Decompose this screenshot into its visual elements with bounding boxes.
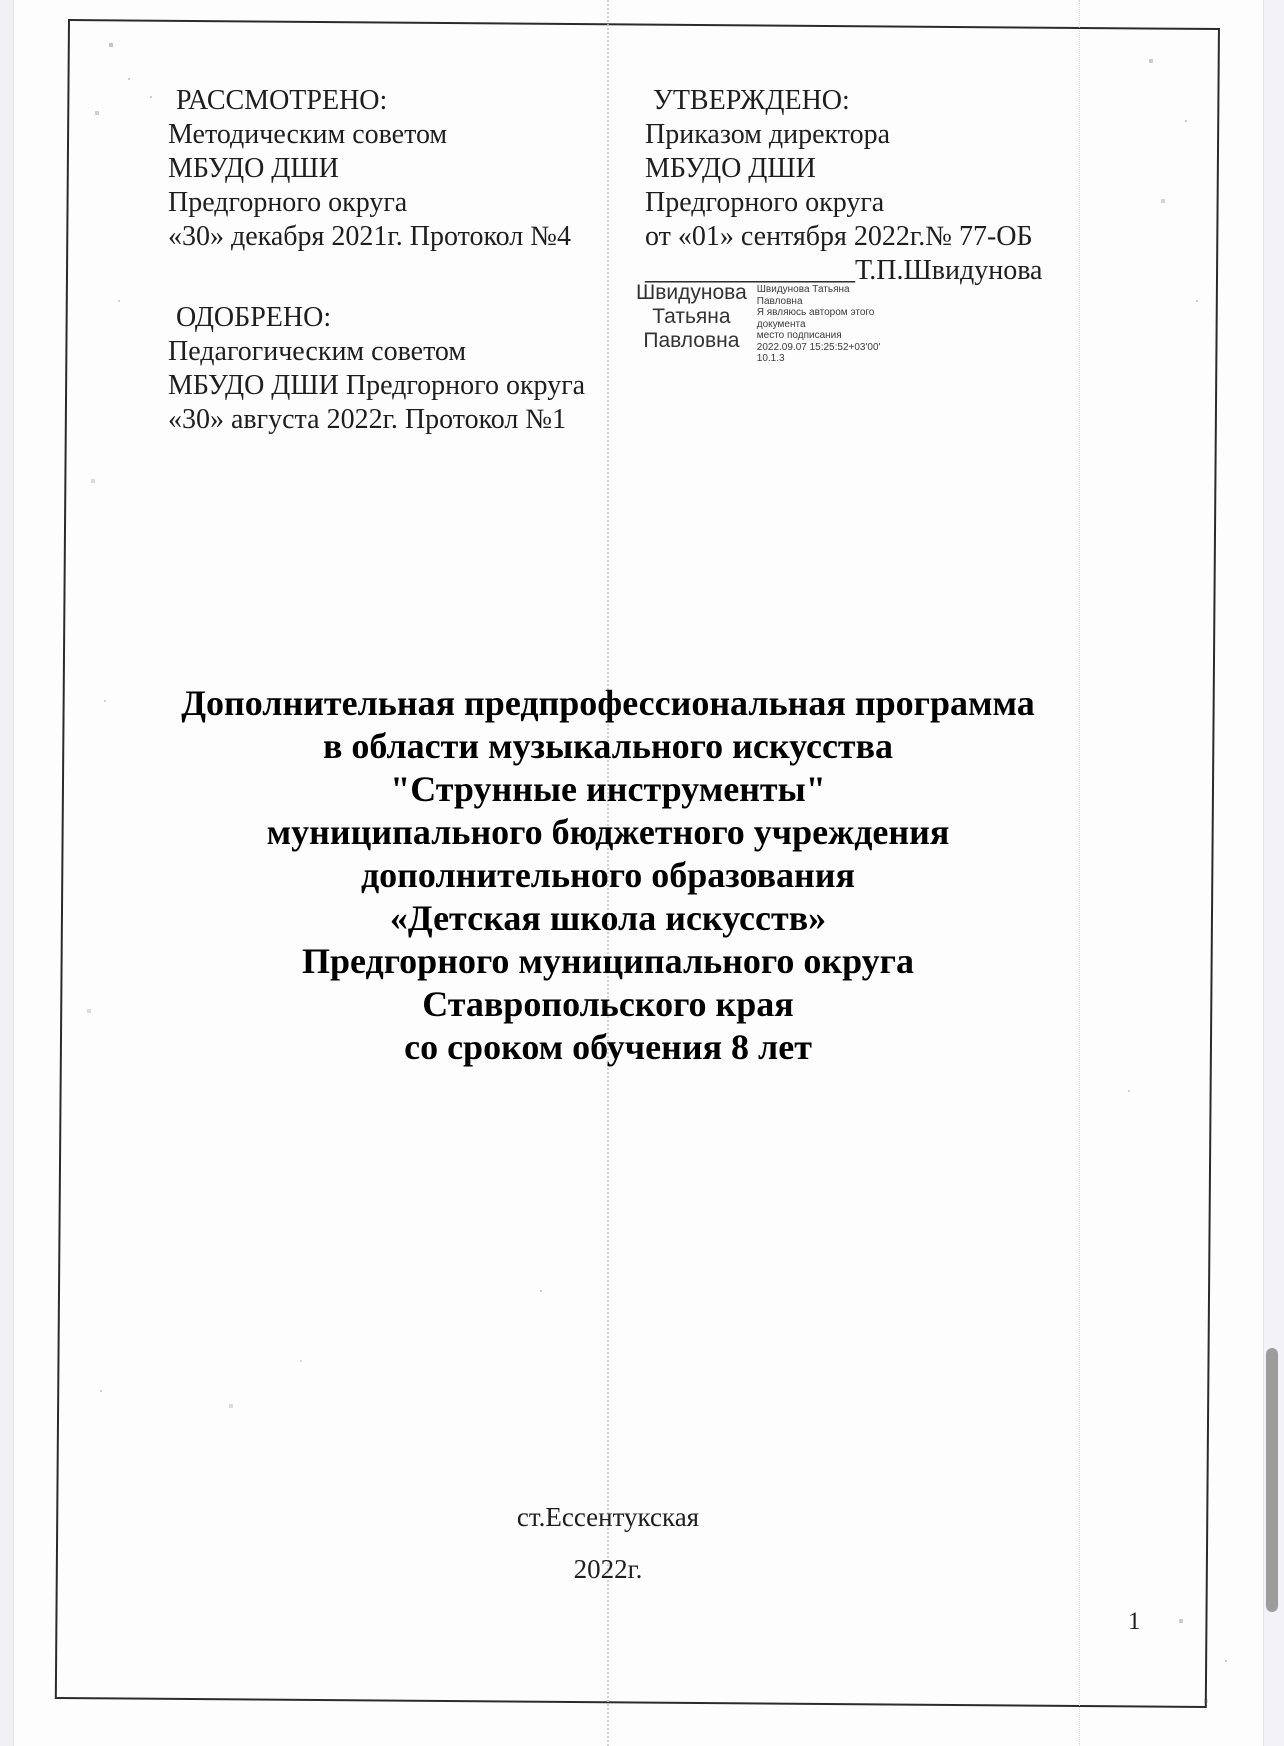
signature-detail-line: место подписания bbox=[756, 330, 842, 341]
reviewed-line: Предгорного округа bbox=[168, 187, 408, 218]
approved-line: Предгорного округа bbox=[645, 187, 885, 218]
footer-place: ст.Ессентукская bbox=[516, 1502, 700, 1532]
program-title-line: Предгорного муниципального округа bbox=[301, 941, 915, 981]
reviewed-title: РАССМОТРЕНО: bbox=[176, 85, 388, 116]
signature-details bbox=[757, 281, 881, 365]
reviewed-block bbox=[168, 84, 571, 254]
signature-detail-line: Швидунова Татьяна bbox=[756, 284, 850, 295]
program-title-line: «Детская школа искусств» bbox=[389, 898, 827, 938]
page-number: 1 bbox=[1128, 1608, 1141, 1635]
digital-signature-stamp bbox=[636, 281, 880, 365]
signer-name-line: Швидунова bbox=[636, 281, 747, 304]
program-title-line: дополнительного образования bbox=[360, 855, 856, 895]
scan-noise-specks bbox=[0, 0, 2, 2]
approved-line: от «01» сентября 2022г.№ 77-ОБ bbox=[645, 221, 1033, 252]
program-title-line: "Струнные инструменты" bbox=[390, 769, 826, 809]
signature-detail-line: 2022.09.07 15:25:52+03'00' bbox=[756, 341, 881, 353]
program-title bbox=[80, 682, 1136, 1069]
signature-detail-line: документа bbox=[756, 318, 806, 330]
page-edge-gutter bbox=[0, 0, 14, 1746]
director-signature-line: _______________Т.П.Швидунова bbox=[645, 255, 1043, 286]
program-title-line: в области музыкального искусства bbox=[322, 726, 894, 766]
scrollbar-thumb[interactable] bbox=[1266, 1348, 1278, 1612]
reviewed-line: Методическим советом bbox=[168, 119, 448, 150]
signer-name bbox=[636, 281, 747, 353]
signature-detail-line: 10.1.3 bbox=[756, 353, 785, 364]
approved-block bbox=[645, 84, 1042, 288]
reviewed-line: МБУДО ДШИ bbox=[168, 153, 339, 184]
endorsed-line: «30» августа 2022г. Протокол №1 bbox=[168, 404, 567, 435]
endorsed-title: ОДОБРЕНО: bbox=[176, 302, 332, 333]
signer-name-line: Павловна bbox=[643, 329, 740, 352]
reviewed-line: «30» декабря 2021г. Протокол №4 bbox=[168, 221, 571, 252]
signer-name-line: Татьяна bbox=[652, 305, 731, 328]
endorsed-line: МБУДО ДШИ Предгорного округа bbox=[168, 370, 586, 401]
endorsed-block bbox=[168, 301, 585, 437]
signature-detail-line: Я являюсь автором этого bbox=[756, 307, 875, 318]
approved-title: УТВЕРЖДЕНО: bbox=[653, 85, 850, 116]
approved-line: Приказом директора bbox=[645, 119, 891, 150]
program-title-line: Ставропольского края bbox=[422, 984, 794, 1024]
signature-detail-line: Павловна bbox=[756, 295, 803, 307]
approved-line: МБУДО ДШИ bbox=[645, 153, 816, 184]
footer-year: 2022г. bbox=[573, 1554, 643, 1584]
endorsed-line: Педагогическим советом bbox=[168, 336, 467, 367]
scrollbar-track[interactable] bbox=[1263, 0, 1284, 1746]
program-title-line: со сроком обучения 8 лет bbox=[404, 1027, 812, 1067]
program-title-line: Дополнительная предпрофессиональная программа bbox=[181, 683, 1035, 723]
program-title-line: муниципального бюджетного учреждения bbox=[266, 812, 950, 852]
